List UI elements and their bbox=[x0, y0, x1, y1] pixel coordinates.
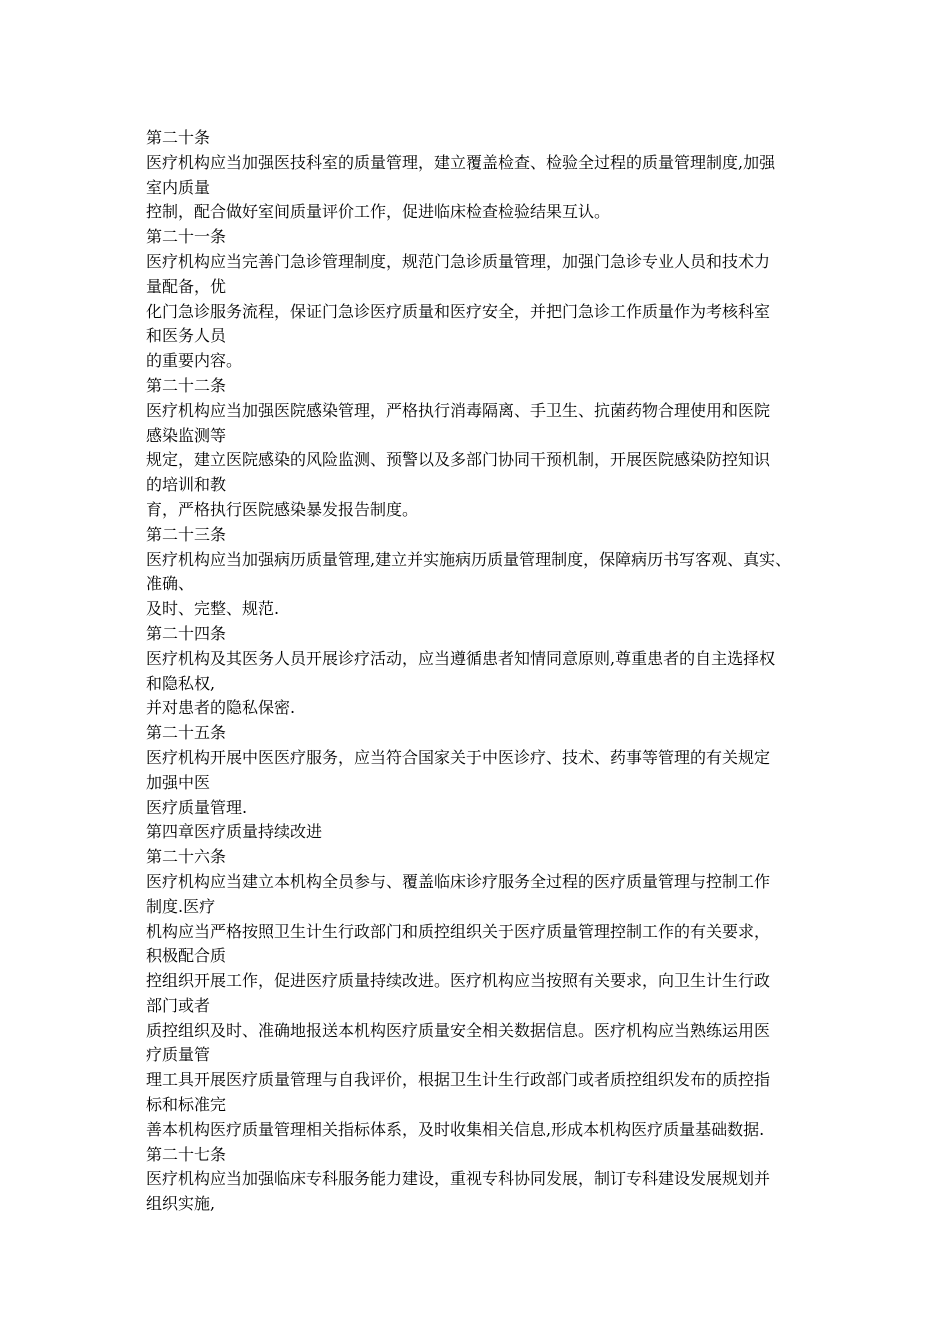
text-line: 和隐私权, bbox=[146, 673, 216, 693]
text-line: 第二十七条 bbox=[146, 1144, 227, 1164]
text-line: 医疗机构应当加强医技科室的质量管理，建立覆盖检查、检验全过程的质量管理制度,加强 bbox=[146, 152, 776, 172]
document-body bbox=[146, 126, 826, 1217]
text-line: 控组织开展工作，促进医疗质量持续改进。医疗机构应当按照有关要求，向卫生计生行政 bbox=[146, 971, 771, 991]
text-line: 医疗机构应当加强医院感染管理，严格执行消毒隔离、手卫生、抗菌药物合理使用和医院 bbox=[146, 400, 771, 420]
text-line: 第二十三条 bbox=[146, 524, 227, 544]
text-line: 质控组织及时、准确地报送本机构医疗质量安全相关数据信息。医疗机构应当熟练运用医 bbox=[146, 1020, 771, 1040]
text-line: 医疗质量管理. bbox=[146, 797, 248, 817]
text-line: 医疗机构应当加强临床专科服务能力建设，重视专科协同发展，制订专科建设发展规划并 bbox=[146, 1169, 771, 1189]
text-line: 准确、 bbox=[146, 574, 195, 594]
text-line: 组织实施, bbox=[146, 1194, 216, 1214]
text-line: 第二十一条 bbox=[146, 227, 227, 247]
text-line: 第二十二条 bbox=[146, 375, 227, 395]
text-line: 的培训和教 bbox=[146, 475, 227, 495]
text-line: 的重要内容。 bbox=[146, 351, 243, 371]
text-line: 并对患者的隐私保密. bbox=[146, 698, 296, 718]
text-line: 善本机构医疗质量管理相关指标体系，及时收集相关信息,形成本机构医疗质量基础数据. bbox=[146, 1119, 765, 1139]
text-line: 机构应当严格按照卫生计生行政部门和质控组织关于医疗质量管理控制工作的有关要求， bbox=[146, 921, 771, 941]
text-line: 量配备，优 bbox=[146, 276, 227, 296]
text-line: 感染监测等 bbox=[146, 425, 227, 445]
text-line: 育，严格执行医院感染暴发报告制度。 bbox=[146, 499, 419, 519]
text-line: 加强中医 bbox=[146, 772, 211, 792]
text-line: 标和标准完 bbox=[146, 1095, 227, 1115]
text-line: 制度.医疗 bbox=[146, 896, 216, 916]
text-line: 第二十五条 bbox=[146, 723, 227, 743]
text-line: 医疗机构及其医务人员开展诊疗活动，应当遵循患者知情同意原则,尊重患者的自主选择权 bbox=[146, 648, 776, 668]
text-line: 第四章医疗质量持续改进 bbox=[146, 822, 323, 842]
text-line: 部门或者 bbox=[146, 995, 211, 1015]
text-line: 第二十条 bbox=[146, 128, 211, 147]
text-line: 规定，建立医院感染的风险监测、预警以及多部门协同干预机制，开展医院感染防控知识 bbox=[146, 450, 771, 470]
text-line: 医疗机构应当建立本机构全员参与、覆盖临床诊疗服务全过程的医疗质量管理与控制工作 bbox=[146, 871, 771, 891]
text-line: 疗质量管 bbox=[146, 1045, 211, 1065]
text-line: 控制，配合做好室间质量评价工作，促进临床检查检验结果互认。 bbox=[146, 202, 611, 222]
text-line: 医疗机构应当加强病历质量管理,建立并实施病历质量管理制度，保障病历书写客观、真实、 bbox=[146, 549, 792, 569]
text-line: 第二十六条 bbox=[146, 847, 227, 867]
text-line: 积极配合质 bbox=[146, 946, 227, 966]
text-line: 第二十四条 bbox=[146, 623, 227, 643]
text-line: 及时、完整、规范. bbox=[146, 599, 280, 619]
text-line: 医疗机构应当完善门急诊管理制度，规范门急诊质量管理，加强门急诊专业人员和技术力 bbox=[146, 251, 771, 271]
text-line: 室内质量 bbox=[146, 177, 211, 197]
text-line: 化门急诊服务流程，保证门急诊医疗质量和医疗安全，并把门急诊工作质量作为考核科室 bbox=[146, 301, 771, 321]
text-line: 和医务人员 bbox=[146, 326, 227, 346]
text-line: 医疗机构开展中医医疗服务，应当符合国家关于中医诊疗、技术、药事等管理的有关规定 bbox=[146, 747, 771, 767]
text-line: 理工具开展医疗质量管理与自我评价，根据卫生计生行政部门或者质控组织发布的质控指 bbox=[146, 1070, 771, 1090]
